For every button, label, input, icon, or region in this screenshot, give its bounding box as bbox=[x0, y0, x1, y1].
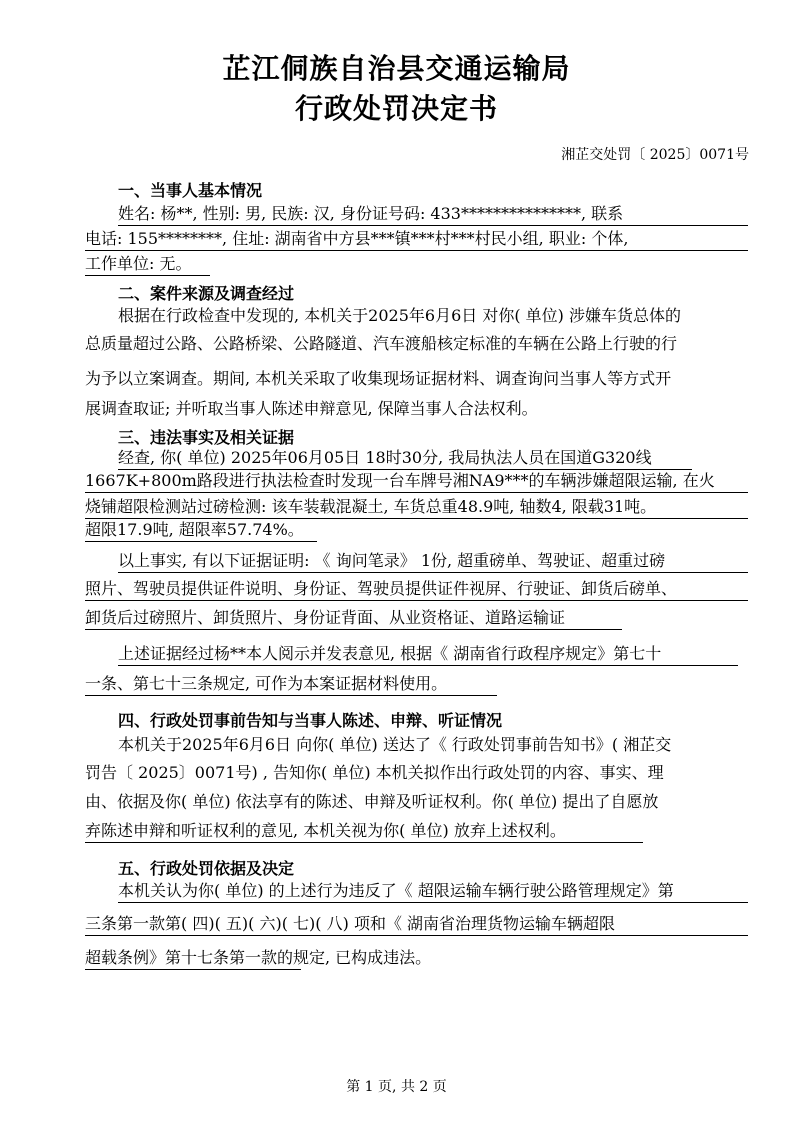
section-heading-facts-evidence: 三、违法事实及相关证据 bbox=[118, 428, 295, 447]
text-line: 超限17.9吨, 超限率57.74%。 bbox=[85, 519, 317, 542]
text-line: 罚告〔 2025〕0071号) , 告知你( 单位) 本机关拟作出行政处罚的内容、事实、理 bbox=[85, 763, 664, 782]
text-line: 以上事实, 有以下证据证明: 《 询问笔录》 1份, 超重磅单、驾驶证、超重过磅 bbox=[118, 550, 748, 573]
text-line: 经查, 你( 单位) 2025年06月05日 18时30分, 我局执法人员在国道G320线 bbox=[118, 447, 692, 470]
text-line: 上述证据经过杨**本人阅示并发表意见, 根据《 湖南省行政程序规定》第七十 bbox=[118, 643, 738, 666]
text-line: 展调查取证; 并听取当事人陈述申辩意见, 保障当事人合法权利。 bbox=[85, 399, 538, 418]
text-line: 工作单位: 无。 bbox=[85, 253, 210, 276]
document-number: 湘芷交处罚〔 2025〕0071号 bbox=[561, 147, 749, 163]
text-line: 三条第一款第( 四)( 五)( 六)( 七)( 八) 项和《 湖南省治理货物运输车辆超限 bbox=[85, 913, 748, 936]
text-line: 超载条例》第十七条第一款的规定, 已构成违法。 bbox=[85, 947, 301, 970]
text-line: 本机关于2025年6月6日 向你( 单位) 送达了《 行政处罚事前告知书》( 湘芷交 bbox=[118, 735, 672, 754]
text-line: 姓名: 杨**, 性别: 男, 民族: 汉, 身份证号码: 433***************, 联系 bbox=[118, 203, 748, 226]
section-heading-basis-decision: 五、行政处罚依据及决定 bbox=[118, 859, 295, 878]
page-number: 第 1 页, 共 2 页 bbox=[346, 1079, 447, 1095]
section-heading-case-source: 二、案件来源及调查经过 bbox=[118, 284, 295, 303]
text-line: 为予以立案调查。期间, 本机关采取了收集现场证据材料、调查询问当事人等方式开 bbox=[85, 369, 672, 388]
text-line: 本机关认为你( 单位) 的上述行为违反了《 超限运输车辆行驶公路管理规定》第 bbox=[118, 880, 748, 903]
section-heading-party-info: 一、当事人基本情况 bbox=[118, 181, 263, 200]
text-line: 卸货后过磅照片、卸货照片、身份证背面、从业资格证、道路运输证 bbox=[85, 607, 622, 630]
text-line: 总质量超过公路、公路桥梁、公路隧道、汽车渡船核定标准的车辆在公路上行驶的行 bbox=[85, 334, 678, 353]
text-line: 一条、第七十三条规定, 可作为本案证据材料使用。 bbox=[85, 673, 497, 696]
document-title-agency: 芷江侗族自治县交通运输局 bbox=[222, 52, 571, 85]
text-line: 由、依据及你( 单位) 依法享有的陈述、申辩及听证权利。你( 单位) 提出了自愿放 bbox=[85, 792, 659, 811]
text-line: 1667K+800m路段进行执法检查时发现一台车牌号湘NA9***的车辆涉嫌超限运输, 在火 bbox=[85, 470, 748, 493]
text-line: 电话: 155********, 住址: 湖南省中方县***镇***村***村民小组, 职业: 个体, bbox=[85, 228, 748, 251]
text-line: 照片、驾驶员提供证件说明、身份证、驾驶员提供证件视屏、行驶证、卸货后磅单、 bbox=[85, 578, 748, 601]
text-line: 弃陈述申辩和听证权利的意见, 本机关视为你( 单位) 放弃上述权利。 bbox=[85, 820, 643, 843]
text-line: 根据在行政检查中发现的, 本机关于2025年6月6日 对你( 单位) 涉嫌车货总体的 bbox=[118, 306, 681, 325]
document-title-type: 行政处罚决定书 bbox=[294, 92, 498, 125]
section-heading-prior-notice: 四、行政处罚事前告知与当事人陈述、申辩、听证情况 bbox=[118, 711, 503, 730]
text-line: 烧铺超限检测站过磅检测: 该车装载混凝土, 车货总重48.9吨, 轴数4, 限载31吨。 bbox=[85, 496, 748, 519]
